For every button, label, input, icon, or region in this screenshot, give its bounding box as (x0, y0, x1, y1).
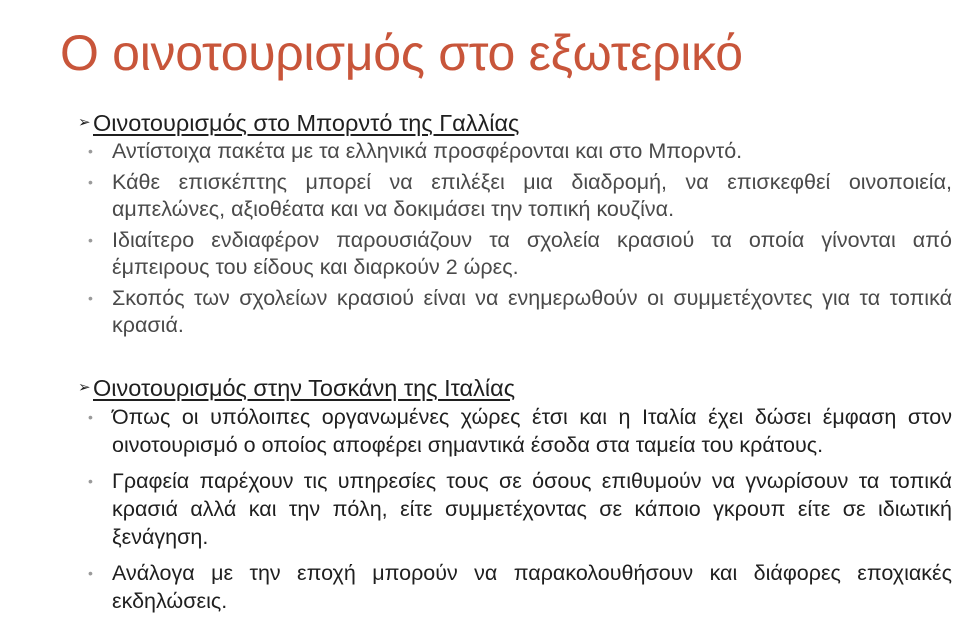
list-item (78, 285, 952, 339)
list-item-text: Ανάλογα με την εποχή μπορούν να παρακολουθήσουν και διάφορες εποχιακές εκδηλώσεις. (112, 561, 952, 613)
section-heading-text: Οινοτουρισμός στην Τοσκάνη της Ιταλίας (93, 375, 516, 401)
section-tuscany (78, 373, 952, 615)
arrowhead-bullet-icon: ➢ (78, 379, 91, 396)
list-item (78, 403, 952, 459)
slide-title: Ο οινοτουρισμός στο εξωτερικό (60, 25, 743, 81)
list-item (78, 138, 952, 165)
dot-bullet-icon: • (88, 143, 93, 159)
section-heading (78, 373, 952, 403)
dot-bullet-icon: • (88, 232, 93, 248)
list-item-text: Γραφεία παρέχουν τις υπηρεσίες τους σε όσους επιθυμούν να γνωρίσουν τα τοπικά κρασιά αλλά και την πόλη, είτε συμμετέχοντας σε κάποιο γκρουπ είτε σε ιδιωτική ξενάγηση. (112, 469, 952, 549)
list-item (78, 227, 952, 281)
list-item-text: Σκοπός των σχολείων κρασιού είναι να ενημερωθούν οι συμμετέχοντες για τα τοπικά κρασιά. (112, 286, 952, 337)
list-item (78, 467, 952, 551)
arrowhead-bullet-icon: ➢ (78, 114, 91, 131)
section-heading (78, 108, 952, 138)
dot-bullet-icon: • (88, 290, 93, 306)
list-item-text: Αντίστοιχα πακέτα με τα ελληνικά προσφέρονται και στο Μπορντό. (112, 139, 743, 163)
list-item-text: Κάθε επισκέπτης μπορεί να επιλέξει μια διαδρομή, να επισκεφθεί οινοποιεία, αμπελώνες, αξιοθέατα και να δοκιμάσει την τοπική κουζίνα. (112, 170, 952, 221)
section-heading-text: Οινοτουρισμός στο Μπορντό της Γαλλίας (93, 110, 520, 136)
dot-bullet-icon: • (88, 473, 93, 489)
list-item (78, 559, 952, 615)
list-item-text: Ιδιαίτερο ενδιαφέρον παρουσιάζουν τα σχολεία κρασιού τα οποία γίνονται από έμπειρους του είδους και διαρκούν 2 ώρες. (112, 228, 952, 279)
dot-bullet-icon: • (88, 565, 93, 581)
section-bordeaux (78, 108, 952, 339)
dot-bullet-icon: • (88, 174, 93, 190)
list-item (78, 169, 952, 223)
list-item-text: Όπως οι υπόλοιπες οργανωμένες χώρες έτσι και η Ιταλία έχει δώσει έμφαση στον οινοτουρισμό ο οποίος αποφέρει σημαντικά έσοδα στα ταμεία του κράτους. (112, 405, 952, 457)
dot-bullet-icon: • (88, 409, 93, 425)
